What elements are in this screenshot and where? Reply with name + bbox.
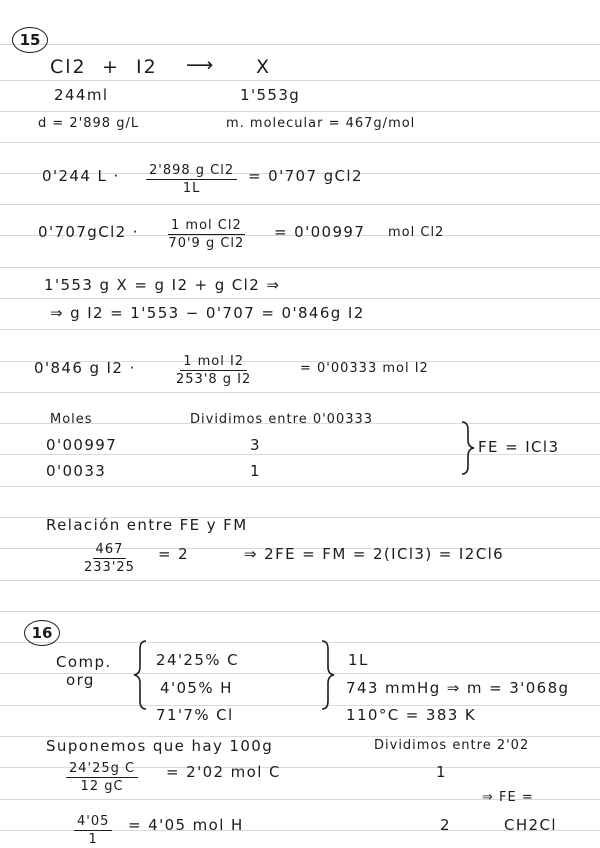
calc3-left: 0'846 g I2 · bbox=[34, 359, 136, 377]
calc1-left: 0'244 L · bbox=[42, 167, 120, 185]
reaction-arrow: ⟶ bbox=[186, 54, 216, 76]
relation-title: Relación entre FE y FM bbox=[46, 516, 248, 534]
relation-fraction bbox=[84, 542, 135, 575]
problem-number-16: 16 bbox=[24, 620, 60, 646]
calc1-fraction bbox=[146, 163, 237, 196]
composition-hydrogen: 4'05% H bbox=[160, 679, 233, 697]
p16-calc2-fraction bbox=[74, 814, 112, 847]
calc3-denominator: 253'8 g I2 bbox=[176, 372, 252, 387]
p16-fe-label: ⇒ FE = bbox=[482, 790, 534, 805]
p16-calc2-numerator: 4'05 bbox=[74, 814, 112, 831]
calc2-result: = 0'00997 bbox=[274, 223, 366, 241]
table-header-moles: Moles bbox=[50, 412, 93, 427]
molecular-formula-conclusion: ⇒ 2FE = FM = 2(ICl3) = I2Cl6 bbox=[244, 545, 505, 563]
divide-statement: Dividimos entre 2'02 bbox=[374, 738, 530, 753]
iodine-mass-calc: ⇒ g I2 = 1'553 − 0'707 = 0'846g I2 bbox=[50, 304, 365, 322]
suppose-statement: Suponemos que hay 100g bbox=[46, 737, 274, 755]
calc3-result: = 0'00333 mol I2 bbox=[300, 361, 429, 376]
table-row1-ratio: 3 bbox=[250, 436, 261, 454]
calc3-numerator: 1 mol I2 bbox=[180, 354, 247, 371]
composition-chlorine: 71'7% Cl bbox=[156, 706, 234, 724]
table-header-divide: Dividimos entre 0'00333 bbox=[190, 412, 374, 427]
calc1-numerator: 2'898 g Cl2 bbox=[146, 163, 237, 180]
calc2-denominator: 70'9 g Cl2 bbox=[168, 236, 245, 251]
composition-label-2: org bbox=[66, 671, 95, 689]
table-row2-ratio: 1 bbox=[250, 462, 261, 480]
p16-calc1-denominator: 12 gC bbox=[80, 779, 124, 794]
plus-sign: + bbox=[102, 56, 120, 78]
calc1-result: = 0'707 gCl2 bbox=[248, 167, 363, 185]
p16-calc1-ratio: 1 bbox=[436, 763, 447, 781]
reactant-i2: I2 bbox=[136, 56, 158, 78]
condition-pressure: 743 mmHg ⇒ m = 3'068g bbox=[346, 679, 570, 697]
relation-numerator: 467 bbox=[93, 542, 127, 559]
p16-calc2-result: = 4'05 mol H bbox=[128, 816, 244, 834]
p16-calc2-ratio: 2 bbox=[440, 816, 451, 834]
p16-calc1-numerator: 24'25g C bbox=[66, 761, 138, 778]
empirical-formula-result: FE = ICl3 bbox=[478, 438, 560, 456]
p16-calc1-fraction bbox=[66, 761, 138, 794]
condition-temperature: 110°C = 383 K bbox=[346, 706, 477, 724]
calc2-fraction bbox=[168, 218, 245, 251]
product-x: X bbox=[256, 56, 272, 78]
p16-calc1-result: = 2'02 mol C bbox=[166, 763, 281, 781]
relation-equals: = 2 bbox=[158, 545, 190, 563]
table-row1-moles: 0'00997 bbox=[46, 436, 118, 454]
calc2-unit: mol Cl2 bbox=[388, 225, 445, 240]
calc1-denominator: 1L bbox=[182, 181, 201, 196]
reactant-cl2: Cl2 bbox=[50, 56, 87, 78]
problem-number-15: 15 bbox=[12, 27, 48, 53]
composition-label-1: Comp. bbox=[56, 653, 112, 671]
table-row2-moles: 0'0033 bbox=[46, 462, 107, 480]
calc2-numerator: 1 mol Cl2 bbox=[168, 218, 245, 235]
mass-balance-equation: 1'553 g X = g I2 + g Cl2 ⇒ bbox=[44, 276, 281, 294]
calc2-left: 0'707gCl2 · bbox=[38, 223, 139, 241]
molar-mass-value: m. molecular = 467g/mol bbox=[226, 116, 416, 131]
relation-denominator: 233'25 bbox=[84, 560, 135, 575]
composition-carbon: 24'25% C bbox=[156, 651, 239, 669]
p16-fe-value: CH2Cl bbox=[504, 816, 557, 834]
condition-volume: 1L bbox=[348, 651, 369, 669]
p16-calc2-denominator: 1 bbox=[88, 832, 98, 847]
calc3-fraction bbox=[176, 354, 251, 387]
mass-x-value: 1'553g bbox=[240, 86, 301, 104]
density-value: d = 2'898 g/L bbox=[38, 116, 140, 131]
volume-value: 244ml bbox=[54, 86, 109, 104]
